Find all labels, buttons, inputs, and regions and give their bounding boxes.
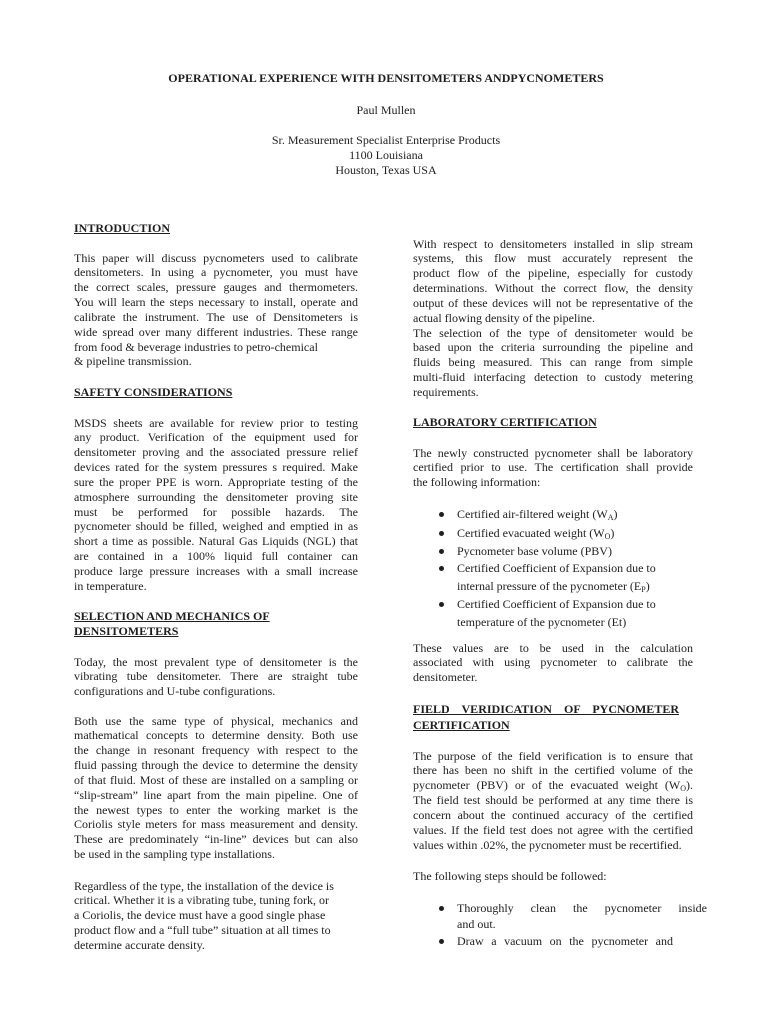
list-item [413, 559, 693, 595]
text-line: critical. Whether it is a vibrating tube, tuning fork, or [74, 893, 330, 908]
text-line: a Coriolis, the device must have a good single phase [74, 908, 326, 923]
text-line: from food & beverage industries to petro-chemical [74, 339, 318, 354]
field-verification-heading [413, 701, 693, 733]
text-line: The purpose of the field verification is to ensure that [413, 748, 693, 763]
selection-paragraph [74, 655, 358, 700]
text-line: The newly constructed pycnometer shall be laboratory [413, 445, 693, 460]
text-line: sure the proper PPE is worn. Appropriate testing of the [74, 474, 358, 489]
text-segment: pycnometer (PBV) or of the evacuated weight (W [413, 778, 681, 793]
list-item-text [457, 505, 693, 523]
text-line: of that fluid. Most of these are installed on a sampling or [74, 772, 358, 787]
text-line: densitometer. [413, 670, 478, 685]
text-line: certified prior to use. The certification shall provide [413, 460, 693, 475]
text-line: densitometers. In using a pycnometer, you must have [74, 265, 358, 280]
list-item-text [457, 559, 693, 595]
text-line: determinations. Without the correct flow, the density [413, 281, 693, 296]
heading-line: CERTIFICATION [413, 718, 510, 732]
list-item [413, 933, 693, 950]
text-line: vibrating tube densitometer. There are straight tube [74, 669, 358, 684]
field-verification-paragraph [413, 749, 693, 853]
text-line: configurations and U-tube configurations. [74, 684, 276, 699]
author-position: Sr. Measurement Specialist Enterprise Products [271, 132, 501, 147]
text-line: You will learn the steps necessary to install, operate and [74, 295, 358, 310]
text-line: devices rated for the system pressures s required. Make [74, 460, 358, 475]
steps-intro: The following steps should be followed: [413, 868, 607, 883]
selection-paragraph [74, 879, 358, 953]
text-line: product flow of the pipeline, especially for custody [413, 266, 693, 281]
text-line: fluid passing through the device to determine the density [74, 758, 358, 773]
text-line [413, 778, 693, 793]
bullet-icon [439, 602, 444, 607]
laboratory-paragraph [413, 446, 693, 491]
safety-heading: SAFETY CONSIDERATIONS [74, 384, 233, 399]
text-line: calibrate the instrument. The use of Densitometers is [74, 309, 358, 324]
text-line: pycnometer should be filled, weighed and emptied in as [74, 519, 358, 534]
text-line: output of these devices will not be representative of the [413, 295, 693, 310]
text-line: product flow and a “full tube” situation at all times to [74, 923, 331, 938]
list-item-text [457, 542, 693, 560]
list-item [413, 900, 707, 933]
list-item [413, 505, 693, 523]
text-line: determine accurate density. [74, 937, 205, 952]
text-line: any product. Verification of the equipment used for [74, 430, 358, 445]
heading-line: SELECTION AND MECHANICS OF [74, 608, 270, 623]
safety-paragraph [74, 416, 358, 594]
text-line: the newest types to enter the working market is the [74, 802, 358, 817]
list-item [413, 524, 693, 542]
text-line: densitometer proving and the associated pressure relief [74, 445, 358, 460]
text-segment: Certified evacuated weight (W [457, 526, 605, 540]
text-line: the correct scales, pressure gauges and thermometers. [74, 280, 358, 295]
bullet-icon [439, 906, 444, 911]
text-line [457, 505, 693, 523]
text-line: produce large pressure increases with a small increase [74, 563, 358, 578]
text-line: there has been no shift in the certified volume of the [413, 763, 693, 778]
bullet-icon [439, 512, 444, 517]
text-line [457, 577, 693, 595]
text-line: requirements. [413, 384, 479, 399]
laboratory-closing-paragraph [413, 641, 693, 686]
text-line: concern about the continued accuracy of the certified [413, 807, 693, 822]
text-line: values within .02%, the pycnometer must be recertified. [413, 837, 682, 852]
subscript: O [680, 784, 686, 794]
bullet-icon [439, 939, 444, 944]
text-line [457, 524, 693, 542]
list-item [413, 542, 693, 560]
text-line: the change in resonant frequency with respect to the [74, 743, 358, 758]
text-line: Certified Coefficient of Expansion due to [457, 597, 656, 611]
bullet-icon [439, 566, 444, 571]
text-line: wide spread over many different industries. These range [74, 324, 358, 339]
text-line: These are predominately “in-line” devices but can also [74, 832, 358, 847]
heading-line: FIELD VERIDICATION OF PYCNOMETER [413, 702, 679, 716]
heading-line: DENSITOMETERS [74, 623, 179, 638]
list-item-text [457, 900, 707, 933]
text-line: Regardless of the type, the installation of the device is [74, 878, 334, 893]
text-line: & pipeline transmission. [74, 354, 192, 369]
list-item-text [457, 524, 693, 542]
text-line: values. If the field test does not agree with the certified [413, 822, 693, 837]
subscript: P [641, 585, 646, 594]
author-name: Paul Mullen [356, 102, 416, 117]
text-segment: ) [645, 579, 650, 593]
text-line: and out. [457, 917, 496, 932]
bullet-icon [439, 531, 444, 536]
list-item-text [457, 595, 693, 631]
text-segment: ) [613, 507, 618, 521]
text-line: multi-fluid interfacing detection to custody metering [413, 370, 693, 385]
slip-stream-paragraph [413, 237, 693, 400]
text-line: This paper will discuss pycnometers used to calibrate [74, 250, 358, 265]
text-line: the following information: [413, 475, 541, 490]
text-line: temperature of the pycnometer (Et) [457, 615, 627, 629]
text-line: based upon the criteria surrounding the pipeline and [413, 340, 693, 355]
text-line: Certified Coefficient of Expansion due to [457, 561, 656, 575]
subscript: A [607, 513, 614, 522]
text-line: Pycnometer base volume (PBV) [457, 544, 612, 558]
text-line: Thoroughly clean the pycnometer inside [457, 900, 707, 915]
text-segment: ). [686, 778, 693, 793]
text-line: Draw a vacuum on the pycnometer and [457, 933, 673, 948]
text-line: actual flowing density of the pipeline. [413, 310, 595, 325]
text-line: The field test should be performed at any time there is [413, 793, 693, 808]
author-street: 1100 Louisiana [349, 147, 423, 162]
list-item [413, 595, 693, 631]
text-line: fluids being measured. This can range from simple [413, 355, 693, 370]
text-line: With respect to densitometers installed in slip stream [413, 236, 693, 251]
text-line: short a time as possible. Natural Gas Liquids (NGL) that [74, 534, 358, 549]
text-line: are contained in a 100% liquid full container can [74, 549, 358, 564]
introduction-paragraph [74, 251, 358, 370]
bullet-icon [439, 549, 444, 554]
laboratory-certification-heading: LABORATORY CERTIFICATION [413, 414, 597, 429]
text-segment: internal pressure of the pycnometer (E [457, 579, 642, 593]
text-line: Both use the same type of physical, mechanics and [74, 713, 358, 728]
text-line: The selection of the type of densitometer would be [413, 325, 693, 340]
paper-title: OPERATIONAL EXPERIENCE WITH DENSITOMETERS ANDPYCNOMETERS [168, 70, 604, 85]
introduction-heading: INTRODUCTION [74, 220, 171, 235]
list-item-text [457, 933, 673, 950]
text-line: “slip-stream” line apart from the main pipeline. One of [74, 787, 358, 802]
subscript: O [604, 532, 611, 541]
text-segment: ) [610, 526, 615, 540]
text-line: Coriolis style meters for mass measurement and density. [74, 817, 358, 832]
text-line: Today, the most prevalent type of densitometer is the [74, 654, 358, 669]
text-line: must be performed for possible hazards. The [74, 504, 358, 519]
text-line: These values are to be used in the calculation [413, 640, 693, 655]
text-segment: Certified air-filtered weight (W [457, 507, 608, 521]
text-line: MSDS sheets are available for review prior to testing [74, 415, 358, 430]
text-line: be used in the sampling type installations. [74, 847, 275, 862]
text-line: systems, this flow must accurately represent the [413, 251, 693, 266]
author-city: Houston, Texas USA [335, 162, 437, 177]
selection-heading [74, 609, 358, 639]
text-line: atmosphere surrounding the densitometer proving site [74, 489, 358, 504]
selection-paragraph [74, 714, 358, 862]
text-line: mathematical concepts to determine density. Both use [74, 728, 358, 743]
text-line: associated with using pycnometer to calibrate the [413, 655, 693, 670]
text-line: in temperature. [74, 578, 147, 593]
